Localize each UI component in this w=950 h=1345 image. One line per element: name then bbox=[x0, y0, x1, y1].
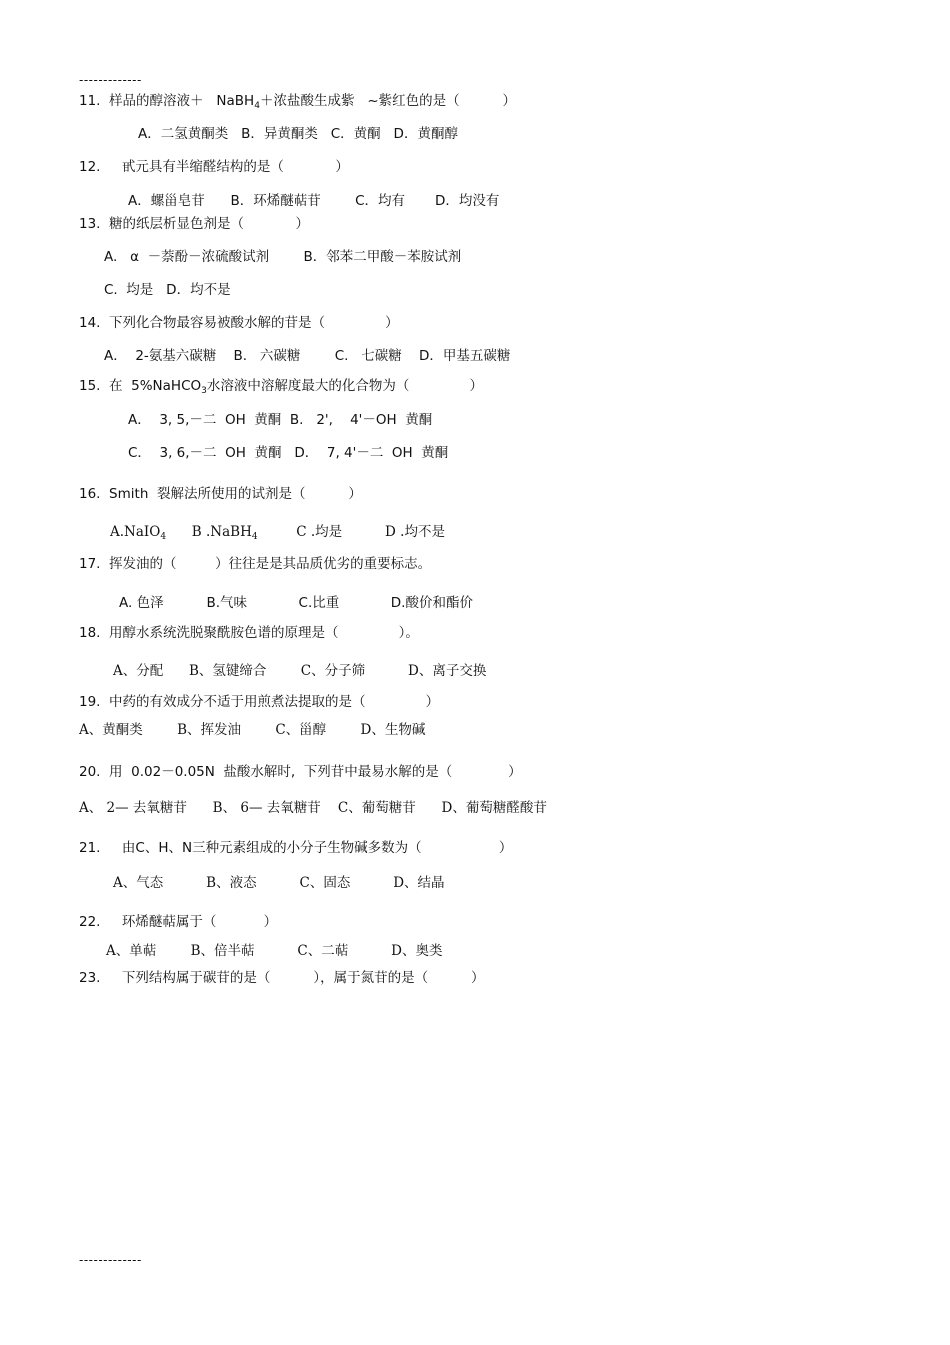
question-15-subscript: 3 bbox=[201, 386, 207, 396]
option-b-subscript: 4 bbox=[251, 532, 258, 542]
question-11-text: 11. 样品的醇溶液＋ NaBH bbox=[79, 93, 255, 109]
option-a-text: A.NaIO bbox=[110, 524, 161, 540]
question-11-subscript: 4 bbox=[254, 101, 260, 111]
question-15-text-end: 水溶液中溶解度最大的化合物为（ ） bbox=[206, 378, 483, 394]
footer-rule: ------------- bbox=[79, 1253, 142, 1267]
question-15-options-1: A． 3, 5,－二 OH 黄酮 B. 2', 4'－OH 黄酮 bbox=[128, 412, 433, 428]
question-15 bbox=[79, 377, 483, 395]
question-11-options: A．二氢黄酮类 B．异黄酮类 C．黄酮 D．黄酮醇 bbox=[138, 126, 458, 142]
question-20-options: A、 2— 去氧糖苷 B、 6— 去氧糖苷 C、葡萄糖苷 D、葡萄糖醛酸苷 bbox=[79, 800, 547, 816]
question-21-options: A、气态 B、液态 C、固态 D、结晶 bbox=[113, 875, 445, 891]
question-22: 22. 环烯醚萜属于（ ） bbox=[79, 914, 278, 930]
question-11 bbox=[79, 92, 516, 110]
question-14-options: A． 2-氨基六碳糖 B. 六碳糖 C. 七碳糖 D．甲基五碳糖 bbox=[104, 348, 511, 364]
question-17-options: A. 色泽 B.气味 C.比重 D.酸价和酯价 bbox=[119, 595, 473, 611]
question-13: 13. 糖的纸层析显色剂是（ ） bbox=[79, 216, 310, 232]
question-16: 16. Smith 裂解法所使用的试剂是（ ） bbox=[79, 486, 362, 502]
question-15-text: 15. 在 5%NaHCO bbox=[79, 378, 202, 394]
question-20: 20. 用 0.02－0.05N 盐酸水解时, 下列苷中最易水解的是（ ） bbox=[79, 764, 522, 780]
option-cd-text: C .均是 D .均不是 bbox=[257, 524, 445, 540]
question-13-options-1: A. α －萘酚－浓硫酸试剂 B．邻苯二甲酸－苯胺试剂 bbox=[104, 249, 462, 265]
question-15-options-2: C． 3, 6,－二 OH 黄酮 D． 7, 4'－二 OH 黄酮 bbox=[128, 445, 449, 461]
question-18: 18. 用醇水系统洗脱聚酰胺色谱的原理是（ ）。 bbox=[79, 625, 419, 641]
question-21: 21. 由C、H、N三种元素组成的小分子生物碱多数为（ ） bbox=[79, 840, 513, 856]
question-16-options bbox=[110, 523, 445, 541]
question-17: 17. 挥发油的（ ）往往是是其品质优劣的重要标志。 bbox=[79, 556, 432, 572]
question-13-options-2: C. 均是 D．均不是 bbox=[104, 282, 231, 298]
question-12: 12. 甙元具有半缩醛结构的是（ ） bbox=[79, 159, 349, 175]
question-19-options: A、黄酮类 B、挥发油 C、甾醇 D、生物碱 bbox=[79, 722, 426, 738]
question-12-options: A．螺甾皂苷 B．环烯醚萜苷 C．均有 D．均没有 bbox=[128, 193, 500, 209]
question-11-text-end: ＋浓盐酸生成紫 ~紫红色的是（ ） bbox=[259, 93, 517, 109]
question-22-options: A、单萜 B、倍半萜 C、二萜 D、奥类 bbox=[106, 943, 443, 959]
question-23: 23. 下列结构属于碳苷的是（ ），属于氮苷的是（ ） bbox=[79, 970, 485, 986]
question-18-options: A、分配 B、氢键缔合 C、分子筛 D、离子交换 bbox=[113, 663, 487, 679]
header-rule: ------------- bbox=[79, 73, 142, 87]
question-19: 19. 中药的有效成分不适于用煎煮法提取的是（ ） bbox=[79, 694, 440, 710]
option-b-text: B .NaBH bbox=[166, 524, 252, 540]
option-a-subscript: 4 bbox=[160, 532, 167, 542]
question-14: 14. 下列化合物最容易被酸水解的苷是（ ） bbox=[79, 315, 399, 331]
